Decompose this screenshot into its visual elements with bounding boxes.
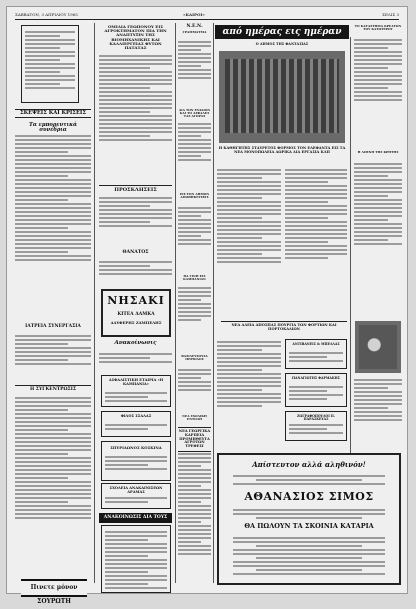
invitations-body [99,195,172,245]
ad-simos [217,453,401,585]
article-headline: ΟΜΙΛΙΑ ΓΕΩΠΟΝΟΥ ΕΙΣ ΑΓΡΟΚΤΗΜΑΤΟΝ ΠΙΑ ΤΗΝ ΑΝΑΠΤΥΞΙΝ ΤΗΣ ΒΙΟΜΗΧΑΝΙΚΗΣ ΚΑΙ ΚΑΛΛΙΕΡΓΕΙΑΣ ΦΥΤΩΝ ΠΑΤΑΤΑΣ [104,24,167,50]
story-body-right [285,167,347,317]
ad-box-a [285,339,347,369]
col3-sublabel: ΓΡΑΜΜΑΤΕΙΑ [182,30,207,34]
ad-koskina-title: ΣΠΥΡΙΔΩΝΟΣ ΚΟΣΚΙΝΑ [110,445,162,450]
ad-souroti: Πινετε μόνον ΣΟΥΡΩΤΗ [21,579,87,597]
section-invitations: ΠΡΟΣΚΛΗΣΕΙΣ [99,185,172,193]
story-headline: Η ΚΑΘΗΓΗΤΗΣ ΣΤΑΥΡΕΤΟΣ ΦΟΡΜΟΣ ΤΟΝ ΕΛΕΦΑΝΤΑ ΕΙΣ ΤΑ ΝΕΑ ΜΟΝΟΠΩΛΕΙΑ ΔΩΡΙΚΑ ΔΙΑ ΕΡΓΑΣΙΑ ΚΛΠ [218,146,346,154]
ad-nisaki-line1: ΚΙΤΕΑ ΔΑΜΚΑ [117,312,155,317]
notice-box [21,25,79,103]
medical-body [15,333,91,381]
ad-box-c [285,411,347,441]
side-body-3 [354,377,402,447]
col3-lower: ΝΕΑ ΣΧΟΛΙΚΗ ΕΝΤΟΛΗ [182,414,207,422]
portrait-photo [355,321,401,373]
page-masthead [15,11,399,20]
masthead-paper: «ΚΑΙΡΟΙ» [183,12,205,17]
notice-body [99,351,172,373]
ad-schools-title: ΣΧΟΛΕΙΑ ΑΝΑΚΑΙΝΙΣΕΩΝ ΔΡΑΜΑΣ [109,486,163,494]
section-medical: ΙΑΤΡΕΙΑ ΣΥΝΕΡΓΑΣΙΑ [25,324,81,329]
story2-body-left [217,339,281,449]
ad-box-c-title: ΖΩΓΡΑΦΟΠΟΥΛΟΙ Π. ΠΑΡΑΣΚΕΥΑΣ [297,414,335,422]
column-1 [15,23,91,605]
pharmacy-notice-heading: ΑΝΑΚΟΙΝΩΣΙΣ ΔΙΑ ΤΟΥΣ [99,513,172,523]
newspaper-page [6,6,408,605]
ad-box-2 [101,411,171,437]
notice-heading: Ανακοίνωσις [114,340,157,346]
group-photo [219,51,345,143]
story-body-left [217,167,281,317]
masthead-date: ΣΑΒΒΑΤΟΝ, 3 ΑΠΡΙΛΙΟΥ 1965 [15,12,78,17]
section-news: Η ΣΥΓΚΕΝΤΡΩΣΙΣ [15,385,91,393]
ad-insurance-title: ΑΣΦΑΛΙΣΤΙΚΗ ΕΤΑΙΡΙΑ «Η ΚΑΜΠΑΝΙΑ» [108,378,164,386]
col3-label: Ν.Ε.Ν. [186,24,203,29]
col3-body-6 [178,451,211,591]
section-heading: ΣΚΕΨΕΙΣ ΚΑΙ ΚΡΙΣΕΙΣ [15,109,91,118]
ad-insurance [101,375,171,407]
ad-nisaki-title: ΝΗΣΑΚΙ [107,294,165,307]
pharmacy-notice-box [101,525,171,593]
col3-body-4 [178,285,211,355]
death-body [99,259,172,287]
side-mid-heading: Η ΛΙΜΝΗ ΤΗΣ ΚΡΗΤΗΣ [357,150,399,154]
column-2 [99,23,172,585]
news-body [15,395,91,575]
section-banner: από ημέρας εις ημέραν [215,25,349,39]
col3-mid-heading: ΕΙΣ ΤΟΝ ΔΗΜΟΝ ΑΠΟΘΗΚΕΥΣΕΙΣ [179,192,210,200]
ad-simos-name: ΑΘΑΝΑΣΙΟΣ ΣΙΜΟΣ [244,490,374,503]
column-rule [350,37,351,473]
col3-body-5 [178,367,211,415]
col3-body-2 [178,121,211,191]
ad-schools [101,483,171,509]
side-top-heading: ΤΟ ΚΑΤΑΣΤΗΜΑ ΚΡΕΑΤΩΝ ΤΟΥ ΚΑΤΩΤΕΡΟΥ [354,24,402,32]
ad-box-b [285,373,347,407]
ad-koskina [101,441,171,481]
column-rule [94,23,95,583]
col3-body-1 [178,39,211,109]
ad-box-b-title: ΠΑΝΑΓΙΩΤΗΣ ΦΑΡΜΑΚΗΣ [292,376,340,380]
column-rule [213,23,214,583]
story2-body-right [285,339,347,449]
side-body-2 [354,161,402,311]
col3-event: ΒΑΣΙΛΕΥΣΟΥΣΑ ΠΕΡΙΟΔΟΣ [181,354,208,362]
ad-nisaki [101,289,171,337]
ad-simos-tagline: Απίστευτον αλλά αληθινόν! [252,460,366,469]
ad-nisaki-line2: ΑΔΥΦΕΡΗΣ ΖΑΜΠΕΛΗΣ [110,320,162,325]
column-rule [175,23,176,583]
side-body-1 [354,37,402,147]
ad-box-a-title: ΑΝΤΙΒΑΝΕΙΣ & ΜΠΕΛΛΑΣ [292,342,340,346]
col3-heading: ΔΙΑ ΤΟΝ ΕΝΙΑΙΟΝ ΚΑΙ ΤΟ ΑΣΦΑΛΕΣ ΤΑΣ ΑΓΟΡΑΣ [178,108,211,119]
section-death: ΘΑΝΑΤΟΣ [122,250,149,255]
column-3 [178,23,211,585]
col3-body-3 [178,205,211,275]
masthead-page: ΣΕΛΙΣ 3 [382,12,399,17]
article-body [15,133,91,313]
ad-simos-offer: ΘΑ ΠΩΛΟΥΝ ΤΑ ΣΚΟΙΝΙΑ ΚΑΤΑΡΙΑ [244,522,374,530]
ad-box-2-title: ΦΙΛΟΣ ΣΣΑΛΑΣ [120,414,152,418]
story2-headline: ΝΕΑ ΑΔΕΙΑ ΑΠΟΣΠΑΣ ΠΟΥΡΓΙΑ ΤΩΝ ΦΟΡΤΙΩΝ ΚΑΙ ΠΟΡΤΟΚΑΛΙΩΝ [221,321,347,332]
photo-caption: Ο ΔΗΜΟΣ ΤΗΣ ΦΑΝΤΑΣΙΑΣ [255,42,309,46]
article-body [99,53,172,183]
col3-section: ΘΑ ΓΙΝΗ ΕΙΣ ΚΑΜΠΑΝΙΑΝ [183,274,206,282]
col3-bottom-heading: ΝΕΑ ΓΕΩΡΓΙΚΑ ΚΑΡΠΕΙΑ ΠΡΟΜΗΘΕΥΤΑ ΑΓΡΟΤΩΝ ΤΡΕΦΕΣΙ [178,427,211,452]
section-subheading: Τα εμπορευτικά συνέδρια [29,122,77,134]
